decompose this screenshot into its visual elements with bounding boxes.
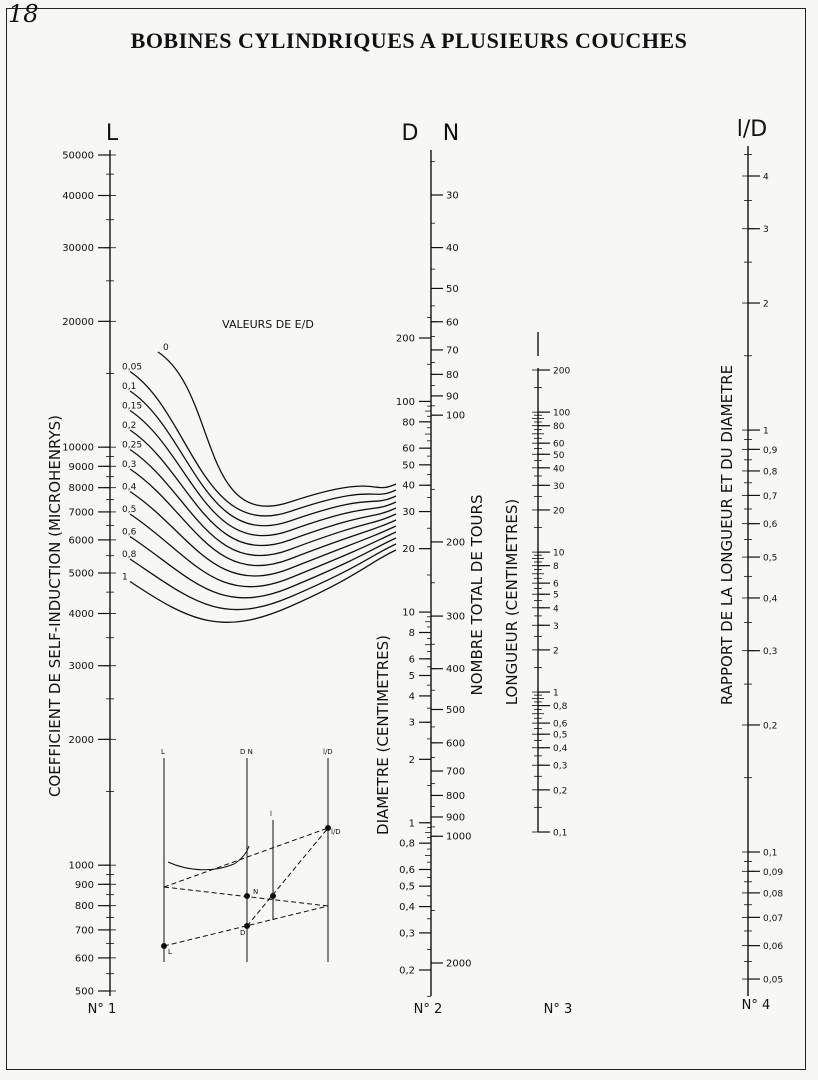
tick-label-n: 900 bbox=[446, 812, 466, 824]
tick-label-len: 6 bbox=[553, 579, 559, 590]
tick-label-ld: 3 bbox=[763, 225, 769, 236]
tick-label-d: 30 bbox=[402, 507, 415, 519]
tick-label-ld: 0,05 bbox=[763, 975, 784, 986]
ed-curve-label: 0,6 bbox=[122, 527, 137, 538]
tick-label-n: 500 bbox=[446, 704, 466, 716]
tick-label-d: 10 bbox=[402, 607, 415, 619]
tick-label-l: 800 bbox=[74, 901, 94, 913]
tick-label-len: 0,4 bbox=[553, 744, 568, 755]
tick-label-d: 3 bbox=[408, 717, 415, 729]
page-number: 18 bbox=[8, 0, 39, 28]
scale-number-1: N° 1 bbox=[87, 1002, 117, 1017]
tick-label-ld: 0,7 bbox=[763, 491, 778, 502]
tick-label-n: 1000 bbox=[446, 831, 472, 843]
tick-label-d: 0,8 bbox=[399, 838, 415, 850]
tick-label-ld: 0,5 bbox=[763, 553, 778, 564]
example-diagram bbox=[162, 758, 331, 962]
ed-curve-label: 0 bbox=[163, 343, 169, 353]
ed-curve bbox=[130, 469, 396, 566]
tick-label-len: 20 bbox=[553, 506, 565, 517]
ed-curve-label: 0,3 bbox=[122, 460, 137, 470]
tick-label-ld: 1 bbox=[763, 426, 769, 437]
tick-label-l: 6000 bbox=[68, 535, 94, 547]
inset-header-l: L bbox=[161, 748, 165, 756]
tick-label-ld: 0,07 bbox=[763, 913, 784, 924]
header-l: L bbox=[105, 121, 119, 146]
tick-label-l: 2000 bbox=[68, 734, 94, 746]
tick-label-l: 7000 bbox=[68, 507, 94, 519]
tick-label-len: 0,5 bbox=[553, 730, 568, 741]
scale-number-4: N° 4 bbox=[741, 998, 771, 1013]
tick-label-ld: 0,3 bbox=[763, 647, 778, 658]
tick-label-d: 5 bbox=[408, 671, 415, 683]
inset-header-dn: D N bbox=[240, 748, 253, 756]
tick-label-ld: 0,08 bbox=[763, 889, 784, 900]
label-ld: RAPPORT DE LA LONGUEUR ET DU DIAMETRE bbox=[718, 364, 736, 706]
tick-label-d: 2 bbox=[408, 754, 415, 766]
tick-label-ld: 0,9 bbox=[763, 445, 778, 456]
tick-label-d: 8 bbox=[408, 627, 415, 639]
tick-label-len: 4 bbox=[553, 604, 559, 615]
tick-label-l: 20000 bbox=[62, 316, 94, 328]
tick-label-l: 40000 bbox=[62, 191, 94, 203]
ed-curve-label: 1 bbox=[122, 572, 128, 583]
tick-label-len: 10 bbox=[553, 548, 565, 559]
tick-label-len: 1 bbox=[553, 688, 559, 699]
tick-label-ld: 2 bbox=[763, 299, 769, 310]
tick-label-n: 800 bbox=[446, 790, 466, 802]
inset-point-l: L bbox=[168, 948, 172, 956]
tick-label-len: 200 bbox=[553, 366, 571, 377]
tick-label-l: 600 bbox=[74, 953, 94, 965]
tick-label-len: 5 bbox=[553, 590, 559, 601]
ed-curve-label: 0,8 bbox=[122, 550, 137, 560]
tick-label-len: 0,1 bbox=[553, 828, 568, 839]
tick-label-d: 0,3 bbox=[399, 928, 415, 940]
ed-curve-label: 0,4 bbox=[122, 482, 137, 493]
ed-curve-label: 0,1 bbox=[122, 382, 137, 392]
tick-label-len: 0,6 bbox=[553, 719, 568, 730]
ed-curve bbox=[158, 352, 396, 506]
header-d: D bbox=[401, 121, 419, 146]
tick-label-ld: 0,1 bbox=[763, 848, 778, 859]
tick-label-n: 700 bbox=[446, 766, 466, 778]
tick-label-d: 0,4 bbox=[399, 902, 415, 914]
tick-label-d: 200 bbox=[395, 333, 415, 345]
header-ld: l/D bbox=[736, 117, 768, 142]
ed-curve-label: 0,15 bbox=[122, 401, 143, 412]
ed-curve bbox=[130, 544, 396, 610]
ed-curve-label: 0,05 bbox=[122, 362, 143, 373]
tick-label-d: 0,5 bbox=[399, 881, 415, 893]
tick-label-n: 400 bbox=[446, 664, 466, 676]
tick-label-d: 40 bbox=[402, 480, 415, 492]
tick-label-len: 30 bbox=[553, 481, 565, 492]
ed-curve-label: 0,2 bbox=[122, 421, 137, 431]
tick-label-n: 2000 bbox=[446, 958, 472, 970]
ed-curve-label: 0,25 bbox=[122, 440, 143, 451]
tick-label-len: 0,2 bbox=[553, 786, 568, 797]
header-length: l bbox=[537, 354, 539, 355]
tick-label-len: 8 bbox=[553, 562, 559, 573]
tick-label-ld: 0,09 bbox=[763, 867, 784, 878]
tick-label-ld: 4 bbox=[763, 172, 769, 183]
inset-point-ld: l/D bbox=[331, 828, 341, 836]
ed-curve bbox=[130, 411, 396, 536]
tick-label-l: 50000 bbox=[62, 150, 94, 162]
label-n: NOMBRE TOTAL DE TOURS bbox=[468, 494, 486, 696]
tick-label-l: 500 bbox=[74, 986, 94, 998]
tick-label-len: 50 bbox=[553, 450, 565, 461]
scale-number-2: N° 2 bbox=[413, 1002, 443, 1017]
tick-label-n: 30 bbox=[446, 190, 459, 202]
tick-label-d: 0,6 bbox=[399, 864, 415, 876]
page-title: BOBINES CYLINDRIQUES A PLUSIEURS COUCHES bbox=[130, 28, 688, 53]
tick-label-l: 9000 bbox=[68, 461, 94, 473]
tick-label-l: 700 bbox=[74, 925, 94, 937]
tick-label-l: 8000 bbox=[68, 483, 94, 495]
tick-label-ld: 0,06 bbox=[763, 942, 784, 953]
inset-point-d: D bbox=[240, 929, 246, 937]
ed-curve bbox=[130, 372, 396, 516]
label-d: DIAMETRE (CENTIMETRES) bbox=[374, 635, 392, 835]
tick-label-n: 300 bbox=[446, 611, 466, 623]
tick-label-len: 60 bbox=[553, 439, 565, 450]
tick-label-n: 600 bbox=[446, 738, 466, 750]
tick-label-l: 3000 bbox=[68, 661, 94, 673]
tick-label-l: 5000 bbox=[68, 568, 94, 580]
tick-label-n: 80 bbox=[446, 369, 459, 381]
inset-header-length: l bbox=[270, 810, 272, 818]
tick-label-len: 80 bbox=[553, 422, 565, 433]
ed-curve-label: 0,5 bbox=[122, 505, 137, 515]
tick-label-ld: 0,4 bbox=[763, 594, 778, 605]
tick-label-d: 100 bbox=[395, 396, 415, 408]
label-length: LONGUEUR (CENTIMETRES) bbox=[503, 498, 521, 706]
tick-label-d: 80 bbox=[402, 417, 415, 429]
tick-label-n: 90 bbox=[446, 391, 459, 403]
tick-label-l: 1000 bbox=[68, 860, 94, 872]
inset-header-ld: l/D bbox=[323, 748, 333, 756]
tick-label-d: 1 bbox=[408, 818, 415, 830]
tick-label-d: 0,2 bbox=[399, 965, 415, 977]
scale-number-3: N° 3 bbox=[543, 1002, 573, 1017]
tick-label-l: 10000 bbox=[62, 442, 94, 454]
tick-label-ld: 0,6 bbox=[763, 520, 778, 531]
tick-label-n: 60 bbox=[446, 317, 459, 329]
tick-label-n: 100 bbox=[446, 410, 466, 422]
header-n: N bbox=[442, 121, 460, 146]
tick-label-d: 6 bbox=[408, 654, 415, 666]
tick-label-ld: 0,2 bbox=[763, 721, 778, 732]
tick-label-n: 40 bbox=[446, 243, 459, 255]
tick-label-l: 30000 bbox=[62, 243, 94, 255]
tick-label-len: 100 bbox=[553, 408, 571, 419]
tick-label-n: 50 bbox=[446, 283, 459, 295]
tick-label-len: 0,3 bbox=[553, 761, 568, 772]
tick-label-len: 3 bbox=[553, 621, 559, 632]
tick-label-d: 20 bbox=[402, 544, 415, 556]
tick-label-len: 40 bbox=[553, 464, 565, 475]
tick-label-ld: 0,8 bbox=[763, 467, 778, 478]
tick-label-l: 4000 bbox=[68, 609, 94, 621]
tick-label-d: 50 bbox=[402, 460, 415, 472]
tick-label-len: 2 bbox=[553, 646, 559, 657]
tick-label-n: 200 bbox=[446, 537, 466, 549]
label-l: COEFFICIENT DE SELF-INDUCTION (MICROHENRYS) bbox=[46, 414, 64, 798]
tick-label-d: 60 bbox=[402, 443, 415, 455]
tick-label-d: 4 bbox=[408, 691, 415, 703]
tick-label-l: 900 bbox=[74, 879, 94, 891]
inset-point-n: N bbox=[253, 888, 259, 896]
curves-title: VALEURS DE E/D bbox=[222, 318, 314, 331]
tick-label-len: 0,8 bbox=[553, 702, 568, 713]
tick-label-n: 70 bbox=[446, 345, 459, 357]
